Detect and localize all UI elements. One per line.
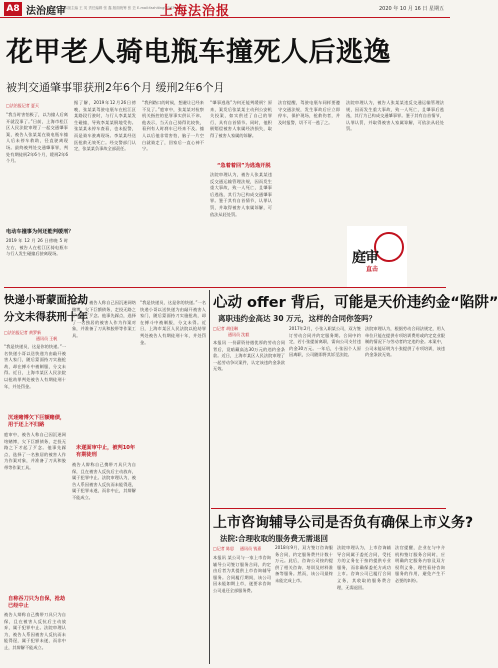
lead-subhead: 被判交通肇事罪获刑2年6个月 缓刑2年6个月 xyxy=(6,81,225,94)
left-story-title-line1: 快递小哥蒙面抢劫 xyxy=(4,294,88,306)
right-column-2: 2018年9月，双方签订咨询服务合同，约定服务费共计数十万元。此后，咨询公司按约提供了相关咨询、培训及材料准备等服务。然而，该公司最终未能完成上市。 xyxy=(275,545,333,583)
right-byline-2: 通讯员 钱嘉 xyxy=(240,546,262,551)
editor-credits: 本版主编 王 英 责任编辑 张 鑫 版面统筹 张 芸 E-mail:fazhiting@163.com xyxy=(64,6,184,10)
newspaper-logo: 上海法治报 xyxy=(160,4,231,19)
illustration-title: 庭审 xyxy=(352,250,378,266)
mid-byline-2: 通讯员 沈毅 xyxy=(228,332,250,337)
lead-column-5: 法院审理认为，被告人张某某违反交通运输管理法规，因而发生重大事故，致一人死亡，且肇事后逃逸，其行为已构成交通肇事罪。鉴于其有自首情节，认罪认罚，并取得被害人家属谅解，可依法从轻处罚。 xyxy=(210,172,272,217)
right-column-4: 法官提醒，企业在与中介机构签订服务合同时，应明确约定服务内容及双方权利义务，理性看待咨询服务的作用，避免产生不必要的纠纷。 xyxy=(395,545,445,583)
column-rule xyxy=(209,290,210,664)
right-story-subtitle: 法院:合理收取的服务费无需退回 xyxy=(220,534,328,543)
lead-column-7: 法院审理认为，被告人张某某违反交通运输管理法规，因而发生重大事故，致一人死亡，且肇事后逃逸，其行为已构成交通肇事罪。鉴于其有自首情节，认罪认罚，并取得被害人家属谅解，可依法从轻处罚。 xyxy=(346,100,444,132)
masthead xyxy=(0,0,450,18)
right-byline: □记者 陈思 xyxy=(213,546,235,551)
left-story-title-line2: 分文未得获刑十年 xyxy=(4,311,88,323)
lead-byline: □法治报记者 夏天 xyxy=(6,103,40,108)
left-subhead-2: 未遂面审中止，被判10年有期徒刑 xyxy=(76,445,136,458)
left-column-2: 庭审中，被告人称自己因沉迷网络赌博，欠下巨额债务，走投无路之下才起了歹念。他事先踩点，选择了一名独居的被害人作为作案对象，并准备了刀具和胶带等作案工具。 xyxy=(4,432,66,470)
lead-inline-heading: “急着着回”为逃逸开脱 xyxy=(217,163,271,169)
lead-column-6: 法官提醒，驾驶电瓶车同样要遵守交通法规，发生事故后应立即停车，保护现场，抢救伤者，并及时报警，切不可一逃了之。 xyxy=(278,100,340,125)
lead-headline: 花甲老人骑电瓶车撞死人后逃逸 xyxy=(6,37,391,68)
left-column-4: 被告人辩称自己携带刀具只为自保，且在被害人反抗后主动放弃，属于犯罪中止。法院审理认为，被告人系因被害人反抗而未能得逞，属于犯罪未遂，而非中止，其辩解不能成立。 xyxy=(72,462,136,500)
illustration-subtitle: 直击 xyxy=(366,266,379,273)
page-number-tag: A8 xyxy=(4,2,22,16)
left-column-1: “我是快递员，这是你的快递。”一名快递小哥以送快递为由敲开被害人家门，随后蒙面持刀实施抢劫，却在搏斗中被制服，分文未得。近日，上海市某区人民法院以抢劫罪判处被告人有期徒刑十年，并处罚金。 xyxy=(4,344,66,389)
right-column-3: 法院审理认为，上市咨询辅导合同属于委托合同，受托方的义务在于按约提供专业服务，而非确保委托方成功上市。咨询公司已履行合同义务，其收取的服务费合理，无需退回。 xyxy=(337,545,391,590)
gavel-circle-icon xyxy=(374,232,404,262)
section-divider-2 xyxy=(211,508,446,509)
lead-column-3: “我到路口的时候，想避让已经来不及了。”庭审中，张某某对检察机关指控的犯罪事实供认不讳。他表示，当天自己骑得比较快，看到有人时刹车已经来不及。撞人以后他非常害怕，脑子一片空白就骑走了，回家后一直心神不宁。 xyxy=(142,100,204,152)
right-story-title: 上市咨询辅导公司是否负有确保上市义务? xyxy=(213,515,474,531)
mid-column-2: 2017年2月，小张入职某公司，双方签订劳动合同并约定服务期。合同中约定，若小张提前离职，需向公司支付违约金30万元。一年后，小张因个人原因离职，公司随即将其诉至法院。 xyxy=(289,326,361,358)
issue-date: 2020 年 10 月 16 日 星期五 xyxy=(379,6,444,12)
mid-column-1: 本报讯 一份薪资待遇优厚的劳动合同背后，竟暗藏高达30万元的违约金条款。近日，上海市某区人民法院审理了一起劳动争议案件，认定该违约金条款无效。 xyxy=(213,340,285,372)
right-column-1: 本报讯 某公司与一家上市咨询辅导公司签订服务合同，约定由后者为其提供上市咨询辅导服务。合同履行期间，该公司因未能如期上市，遂要求咨询公司退还全部服务费。 xyxy=(213,555,271,593)
mid-byline: □记者 胡佳琳 xyxy=(213,326,239,331)
lead-brief-text: 2019 年 12 月 26 日傍晚 5 时左右，被告人在松江区骑电瓶车与行人发生碰撞后驶离现场。 xyxy=(6,238,68,257)
section-divider xyxy=(4,287,446,288)
mid-story-title: 心动 offer 背后，可能是天价违约金“陷阱” xyxy=(213,295,498,311)
left-column-5: “我是快递员，这是你的快递。”一名快递小哥以送快递为由敲开被害人家门，随后蒙面持刀实施抢劫，却在搏斗中被制服，分文未得。近日，上海市某区人民法院以抢劫罪判处被告人有期徒刑十年，并处罚金。 xyxy=(140,300,206,345)
lead-column-2: 据了解，2019年12月26日傍晚，张某某驾驶电瓶车在松江区某路段行驶时，与行人李某某发生碰撞，导致李某某倒地受伤。张某某未停车查看，也未报警，而是骑车驶离现场。李某某经送医抢救无效死亡。经交警部门认定，张某某负事故全部责任。 xyxy=(74,100,136,152)
left-subhead-1: 沉迷赌博欠下巨额赌债，用于还上不归路 xyxy=(8,415,66,428)
left-column-3: 庭审中，被告人称自己因沉迷网络赌博，欠下巨额债务，走投无路之下才起了歹念。他事先踩点，选择了一名独居的被害人作为作案对象，并准备了刀具和胶带等作案工具。 xyxy=(72,300,136,338)
mid-story-subtitle: 离职违约金高达 30 万元，这样的合同你签吗？ xyxy=(218,314,377,323)
left-byline: □法治报记者 黄罗新 xyxy=(4,330,42,335)
lead-column-1: “我当时害怕极了，以为撞人后离开就没事了。”日前，上海市松江区人民法院审理了一起交通肇事案，被告人张某某在骑电瓶车撞人后未停车救助，径直驶离现场。最终被判处交通肇事罪，判处有期徒刑2年6个月，缓刑2年6个月。 xyxy=(6,112,68,164)
lead-brief-title: 电动车撞事为何还能判缓刑？ xyxy=(6,229,74,235)
left-column-2b: 被告人辩称自己携带刀具只为自保，且在被害人反抗后主动放弃，属于犯罪中止。法院审理认为，被告人系因被害人反抗而未能得逞，属于犯罪未遂，而非中止，其辩解不能成立。 xyxy=(4,612,66,650)
left-subhead-3: 自称吞刀只为自保，抢劫已经中止 xyxy=(8,596,66,609)
left-byline-2: 通讯员 王帆 xyxy=(36,336,58,341)
lead-column-4: “肇事逃逸”为何还能判缓刑？原来，案发后张某某主动到公安机关投案，如实供述了自己的罪行，具有自首情节。同时，他积极赔偿被害人家属经济损失，取得了被害人家属的谅解。 xyxy=(210,100,272,138)
mid-column-3: 法院审理认为，根据劳动合同法规定，用人单位只能在提供专项培训费用或约定竞业限制的情况下与劳动者约定违约金。本案中，公司未能证明为小张提供了专项培训，该违约金条款无效。 xyxy=(365,326,445,358)
section-name: 法治庭审 xyxy=(26,6,66,17)
